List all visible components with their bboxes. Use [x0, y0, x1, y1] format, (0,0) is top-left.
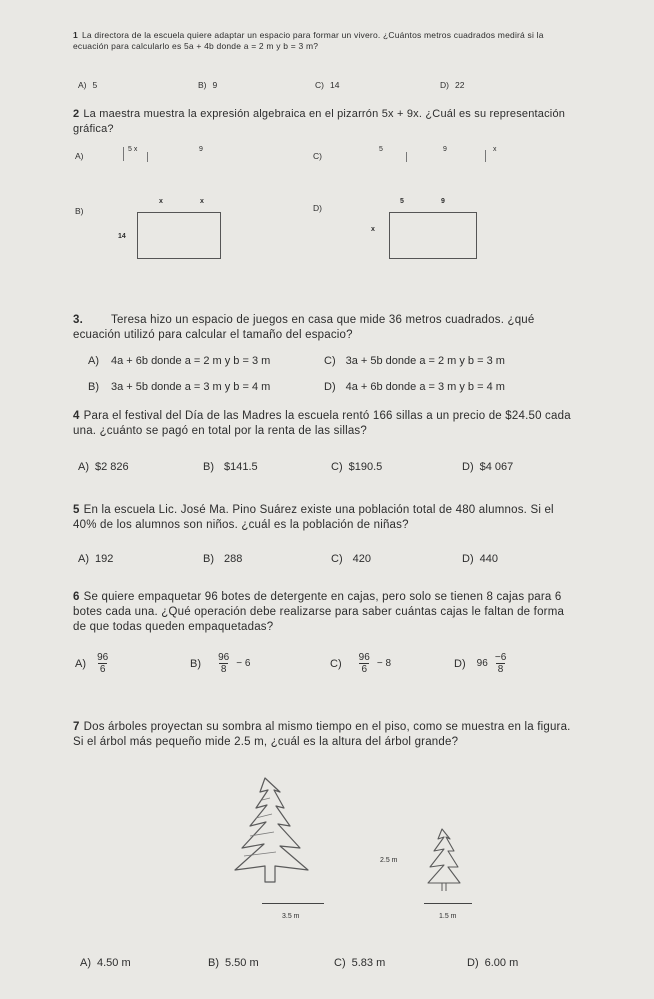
q2-option-c-label[interactable]: C): [313, 151, 322, 161]
q2-c-seg-x: x: [493, 146, 497, 153]
q5-option-a[interactable]: A) 192: [78, 553, 114, 565]
question-5: [73, 503, 573, 533]
question-6-text: Se quiere empaquetar 96 botes de detergente en cajas, pero solo se tienen 8 cajas para 6 botes cada una. ¿Qué operación debe realizarse para saber cuántas cajas le faltan de forma de que todas queden empaquetadas?: [73, 591, 565, 633]
q2-c-tick-1: [406, 152, 407, 162]
q4-option-a[interactable]: A) $2 826: [78, 461, 129, 473]
question-3-text: Teresa hizo un espacio de juegos en casa que mide 36 metros cuadrados. ¿qué ecuación utilizó para calcular el tamaño del espacio?: [73, 314, 535, 341]
big-tree-shadow-line: [262, 903, 324, 904]
q4-option-b[interactable]: B) $141.5: [203, 461, 258, 473]
q7-option-a[interactable]: A) 4.50 m: [80, 957, 131, 969]
q6-b-fraction: $\frac{96}{8}$: [218, 652, 230, 675]
q4-option-c[interactable]: C) $190.5: [331, 461, 383, 473]
q3-option-a[interactable]: A) 4a + 6b donde a = 2 m y b = 3 m: [88, 355, 271, 367]
q2-d-top-9: 9: [441, 198, 445, 205]
question-5-text: En la escuela Lic. José Ma. Pino Suárez existe una población total de 480 alumnos. Si el 40% de los alumnos son niños. ¿cuál es la población de niñas?: [73, 504, 554, 531]
q6-d-fraction: $\frac{-6}{8}$: [494, 652, 507, 675]
question-2-text: La maestra muestra la expresión algebraica en el pizarrón 5x + 9x. ¿Cuál es su representación gráfica?: [73, 108, 566, 135]
q2-option-d-label[interactable]: D): [313, 203, 322, 213]
q4-option-d[interactable]: D) $4 067: [462, 461, 514, 473]
q2-c-tick-2: [485, 150, 486, 162]
q2-a-seg-5x: 5 x: [128, 146, 138, 153]
q2-a-seg-9: 9: [199, 146, 203, 153]
q2-c-seg-9: 9: [443, 146, 447, 153]
question-3: [73, 313, 573, 343]
question-7-text: Dos árboles proyectan su sombra al mismo tiempo en el piso, como se muestra en la figura. Si el árbol más pequeño mide 2.5 m, ¿cuál es la altura del árbol grande?: [73, 721, 571, 748]
q2-c-seg-5: 5: [379, 146, 383, 153]
q7-option-c[interactable]: C) 5.83 m: [334, 957, 386, 969]
question-4-text: Para el festival del Día de las Madres la escuela rentó 166 sillas a un precio de $24.50 cada una. ¿cuánto se pagó en total por la renta de las sillas?: [73, 410, 571, 437]
q6-option-b[interactable]: B) $\frac{96}{8}$ − 6: [190, 652, 251, 675]
question-5-number: 5: [73, 504, 80, 516]
q6-a-fraction: $\frac{96}{6}$: [97, 652, 109, 675]
q5-option-d[interactable]: D) 440: [462, 553, 498, 565]
question-4: [73, 409, 573, 439]
q6-option-c[interactable]: C) $\frac{96}{6}$ − 8: [330, 652, 392, 675]
big-tree-shadow-label: 3.5 m: [282, 913, 300, 920]
q2-option-b-label[interactable]: B): [75, 206, 84, 216]
question-2: [73, 107, 573, 137]
q2-b-rectangle: [137, 212, 221, 259]
q5-option-c[interactable]: C) 420: [331, 553, 371, 565]
q7-option-d[interactable]: D) 6.00 m: [467, 957, 519, 969]
q1-option-d[interactable]: D) 22: [440, 80, 465, 90]
question-1-number: 1: [73, 30, 78, 40]
question-2-number: 2: [73, 108, 80, 120]
q6-c-fraction: $\frac{96}{6}$: [358, 652, 370, 675]
q2-b-top-x1: x: [159, 198, 163, 205]
question-6-number: 6: [73, 591, 80, 603]
q7-option-b[interactable]: B) 5.50 m: [208, 957, 259, 969]
small-tree-shadow-label: 1.5 m: [439, 913, 457, 920]
q3-option-c[interactable]: C) 3a + 5b donde a = 2 m y b = 3 m: [324, 355, 505, 367]
q3-option-d[interactable]: D) 4a + 6b donde a = 3 m y b = 4 m: [324, 381, 505, 393]
question-7: [73, 720, 573, 750]
q2-b-side-14: 14: [118, 233, 126, 240]
small-tree-shadow-line: [424, 903, 472, 904]
question-3-number: 3.: [73, 314, 83, 326]
q2-d-side-x: x: [371, 226, 375, 233]
question-7-number: 7: [73, 721, 80, 733]
big-tree-icon: [220, 770, 320, 905]
question-6: [73, 590, 573, 635]
q5-option-b[interactable]: B) 288: [203, 553, 243, 565]
q1-option-a[interactable]: A) 5: [78, 80, 98, 90]
q1-option-c[interactable]: C) 14: [315, 80, 340, 90]
q2-a-tick-1: [123, 147, 124, 161]
q3-option-b[interactable]: B) 3a + 5b donde a = 3 m y b = 4 m: [88, 381, 271, 393]
q2-a-tick-2: [147, 152, 148, 162]
small-tree-icon: [424, 825, 464, 895]
question-1: [73, 30, 573, 52]
q2-b-top-x2: x: [200, 198, 204, 205]
small-tree-height-label: 2.5 m: [380, 857, 398, 864]
question-1-text: La directora de la escuela quiere adaptar un espacio para formar un vivero. ¿Cuántos metros cuadrados medirá si la ecuación para calcularlo es 5a + 4b donde a = 2 m y b = 3 m?: [73, 30, 544, 51]
q6-option-a[interactable]: A) $\frac{96}{6}$: [75, 652, 109, 675]
question-4-number: 4: [73, 410, 80, 422]
q2-option-a-label[interactable]: A): [75, 151, 84, 161]
q1-option-b[interactable]: B) 9: [198, 80, 218, 90]
q2-d-rectangle: [389, 212, 477, 259]
q6-option-d[interactable]: D) 96 $\frac{-6}{8}$: [454, 652, 507, 675]
q2-d-top-5: 5: [400, 198, 404, 205]
